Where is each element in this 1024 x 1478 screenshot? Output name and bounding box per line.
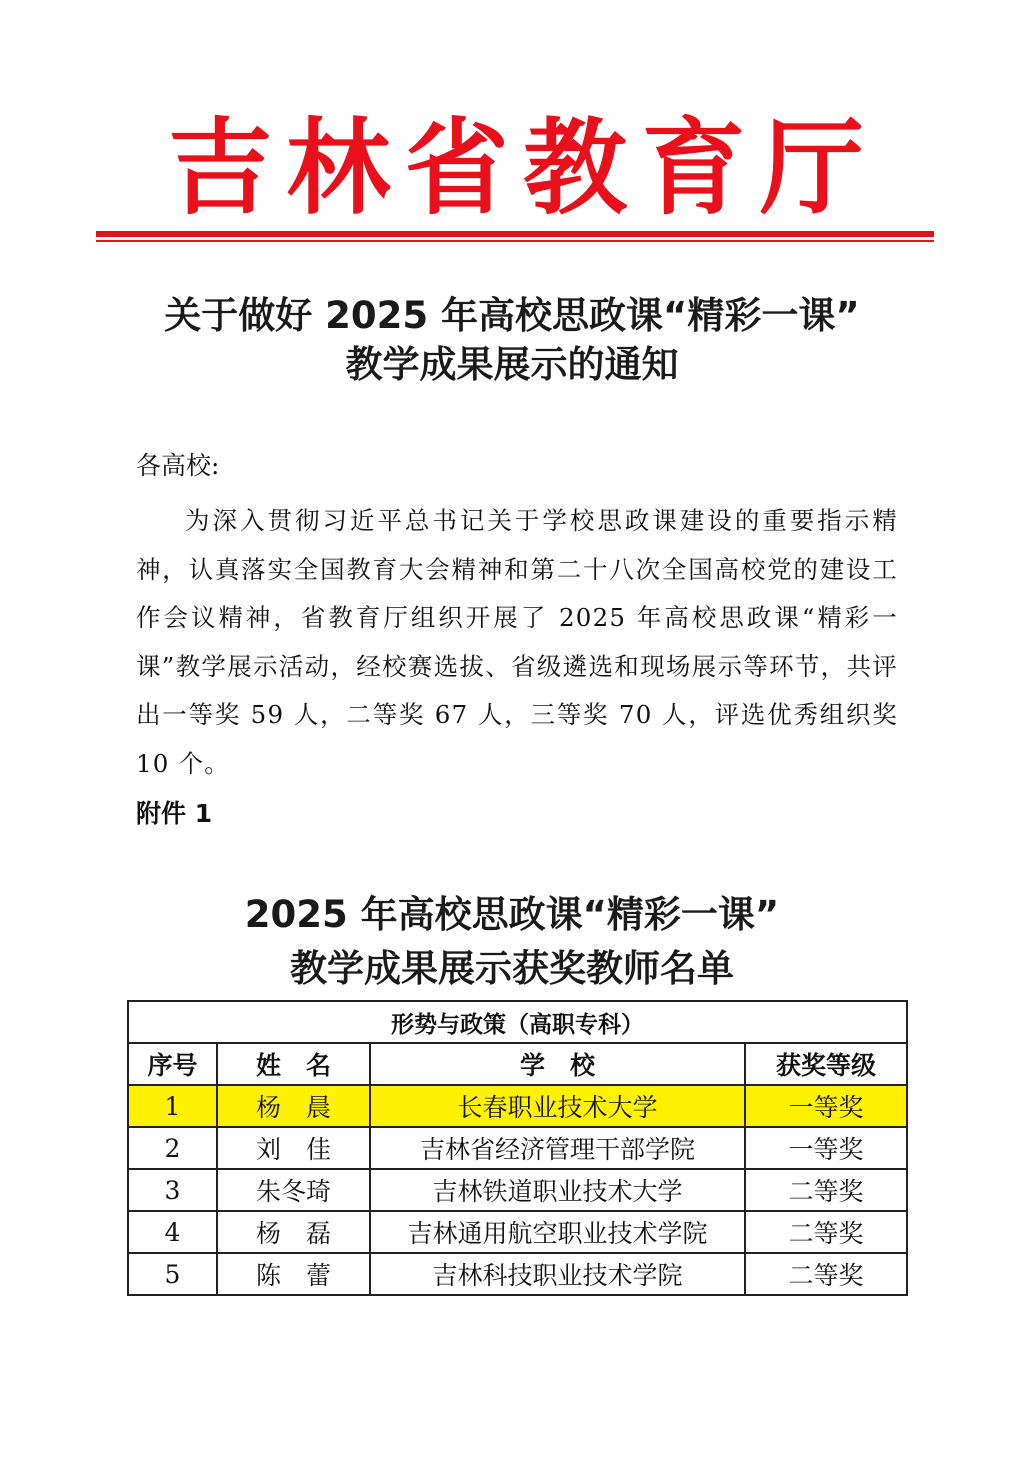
cell-name: 陈 蕾 bbox=[217, 1253, 370, 1295]
notice-title-line1: 关于做好 2025 年高校思政课“精彩一课” bbox=[164, 294, 860, 337]
cell-name: 杨 晨 bbox=[217, 1085, 370, 1127]
cell-index: 4 bbox=[128, 1211, 217, 1253]
table-row bbox=[128, 1085, 907, 1127]
cell-level: 二等奖 bbox=[745, 1211, 907, 1253]
award-list-title-line1: 2025 年高校思政课“精彩一课” bbox=[244, 893, 780, 936]
notice-title-line2: 教学成果展示的通知 bbox=[345, 343, 679, 386]
cell-school: 长春职业技术大学 bbox=[370, 1085, 745, 1127]
table-row bbox=[128, 1169, 907, 1211]
column-header-name: 姓 名 bbox=[217, 1043, 370, 1085]
masthead-char: 育 bbox=[641, 106, 746, 229]
column-header-index: 序号 bbox=[128, 1043, 217, 1085]
cell-level: 二等奖 bbox=[745, 1169, 907, 1211]
cell-level: 二等奖 bbox=[745, 1253, 907, 1295]
cell-index: 1 bbox=[128, 1085, 217, 1127]
masthead-char: 林 bbox=[286, 106, 391, 229]
masthead-char: 省 bbox=[404, 106, 509, 229]
cell-school: 吉林科技职业技术学院 bbox=[370, 1253, 745, 1295]
column-header-school: 学 校 bbox=[370, 1043, 745, 1085]
category-row bbox=[128, 1001, 907, 1043]
table-row bbox=[128, 1211, 907, 1253]
cell-name: 杨 磊 bbox=[217, 1211, 370, 1253]
cell-level: 一等奖 bbox=[745, 1085, 907, 1127]
masthead-rule-thin bbox=[96, 240, 934, 242]
cell-index: 3 bbox=[128, 1169, 217, 1211]
header-row bbox=[128, 1043, 907, 1085]
category-caption: 形势与政策（高职专科） bbox=[128, 1001, 907, 1043]
cell-index: 2 bbox=[128, 1127, 217, 1169]
table-row bbox=[128, 1253, 907, 1295]
masthead-char: 吉 bbox=[168, 106, 273, 229]
cell-name: 朱冬琦 bbox=[217, 1169, 370, 1211]
masthead-rule-thick bbox=[96, 231, 934, 237]
cell-name: 刘 佳 bbox=[217, 1127, 370, 1169]
masthead-char: 厅 bbox=[759, 106, 864, 229]
award-list-title-line2: 教学成果展示获奖教师名单 bbox=[290, 947, 734, 990]
salutation: 各高校: bbox=[136, 451, 220, 480]
column-header-level: 获奖等级 bbox=[745, 1043, 907, 1085]
notice-body: 为深入贯彻习近平总书记关于学校思政课建设的重要指示精神，认真落实全国教育大会精神和第二十八次全国高校党的建设工作会议精神，省教育厅组织开展了 2025 年高校思政课“精彩一课”教学展示活动，经校赛选拔、省级遴选和现场展示等环节，共评出一等奖 59 人，二等奖 67 人，三等奖 70 人，评选优秀组织奖 10 个。 bbox=[136, 506, 898, 778]
cell-level: 一等奖 bbox=[745, 1127, 907, 1169]
attachment-label: 附件 1 bbox=[136, 799, 213, 828]
cell-school: 吉林通用航空职业技术学院 bbox=[370, 1211, 745, 1253]
award-table bbox=[127, 1000, 908, 1296]
masthead bbox=[96, 106, 936, 229]
cell-school: 吉林省经济管理干部学院 bbox=[370, 1127, 745, 1169]
cell-school: 吉林铁道职业技术大学 bbox=[370, 1169, 745, 1211]
cell-index: 5 bbox=[128, 1253, 217, 1295]
table-row bbox=[128, 1127, 907, 1169]
masthead-char: 教 bbox=[523, 106, 628, 229]
